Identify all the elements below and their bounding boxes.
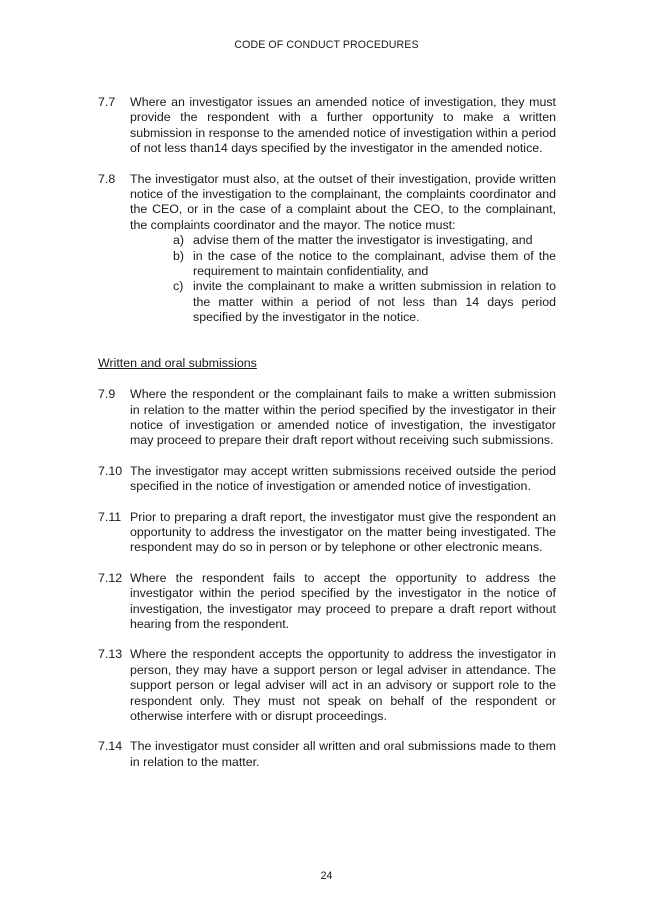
list-item [173,233,556,248]
clause-text: Prior to preparing a draft report, the investigator must give the respondent an opportunity to address the investigator on the matter being investigated. The respondent may do so in person or by telephone or other electronic means. [130,509,556,555]
page-number: 24 [320,870,333,882]
clause-text: The investigator must consider all written and oral submissions made to them in relation to the matter. [130,739,556,769]
clause-text: The investigator must also, at the outset of their investigation, provide written notice of the investigation to the complainant, the complaints coordinator and the CEO, or in the case of a complaint about the CEO, to the complainant, the complaints coordinator and the mayor. The notice must: [130,171,556,232]
list-item [173,279,556,325]
clause-7-9 [98,387,556,449]
clause-7-8-list [173,233,556,325]
clause-number: 7.10 [98,463,123,478]
clause-7-10 [98,464,556,495]
clause-number: 7.12 [98,570,123,585]
document-body [98,95,556,785]
clause-number: 7.11 [98,509,122,524]
clause-number: 7.7 [98,95,116,109]
clause-7-13 [98,647,556,724]
clause-number: 7.13 [98,647,123,662]
clause-7-11 [98,510,556,556]
list-item-text: invite the complainant to make a written submission in relation to the matter within a period of not less than 14 days period specified by the investigator in the notice. [193,279,556,325]
list-item-text: advise them of the matter the investigator is investigating, and [193,233,533,248]
clause-7-8 [98,172,556,326]
list-marker: c) [173,279,184,294]
list-marker: b) [173,248,185,263]
clause-text: Where the respondent fails to accept the opportunity to address the investigator within the period specified by the investigator in the notice of investigation, the investigator may proceed to prepare a draft report without hearing from the respondent. [130,570,556,631]
clause-7-14 [98,739,556,770]
clause-text: The investigator may accept written submissions received outside the period specified in the notice of investigation or amended notice of investigation. [130,463,556,494]
clause-text: Where the respondent accepts the opportunity to address the investigator in person, they may have a support person or legal adviser in attendance. The support person or legal adviser will act in an advisory or support role to the respondent only. They must not speak on behalf of the respondent or otherwise interfere with or disrupt proceedings. [130,647,556,723]
clause-number: 7.14 [98,739,123,754]
clause-number: 7.9 [98,387,116,402]
list-item-text: in the case of the notice to the complainant, advise them of the requirement to maintain confidentiality, and [193,248,556,279]
clause-7-7 [98,95,556,157]
page-header: CODE OF CONDUCT PROCEDURES [234,39,419,51]
clause-text: Where the respondent or the complainant fails to make a written submission in relation to the matter within the period specified by the investigator in their notice of investigation or amended notice of investigation, the investigator may proceed to prepare their draft report without receiving such submissions. [130,387,556,448]
list-item [173,248,556,280]
clause-7-12 [98,571,556,633]
clause-text: Where an investigator issues an amended notice of investigation, they must provide the respondent with a further opportunity to make a written submission in response to the amended notice of investigation within a period of not less than14 days specified by the investigator in the amended notice. [130,95,556,156]
list-marker: a) [173,233,185,248]
section-heading: Written and oral submissions [98,355,257,370]
clause-number: 7.8 [98,171,116,186]
